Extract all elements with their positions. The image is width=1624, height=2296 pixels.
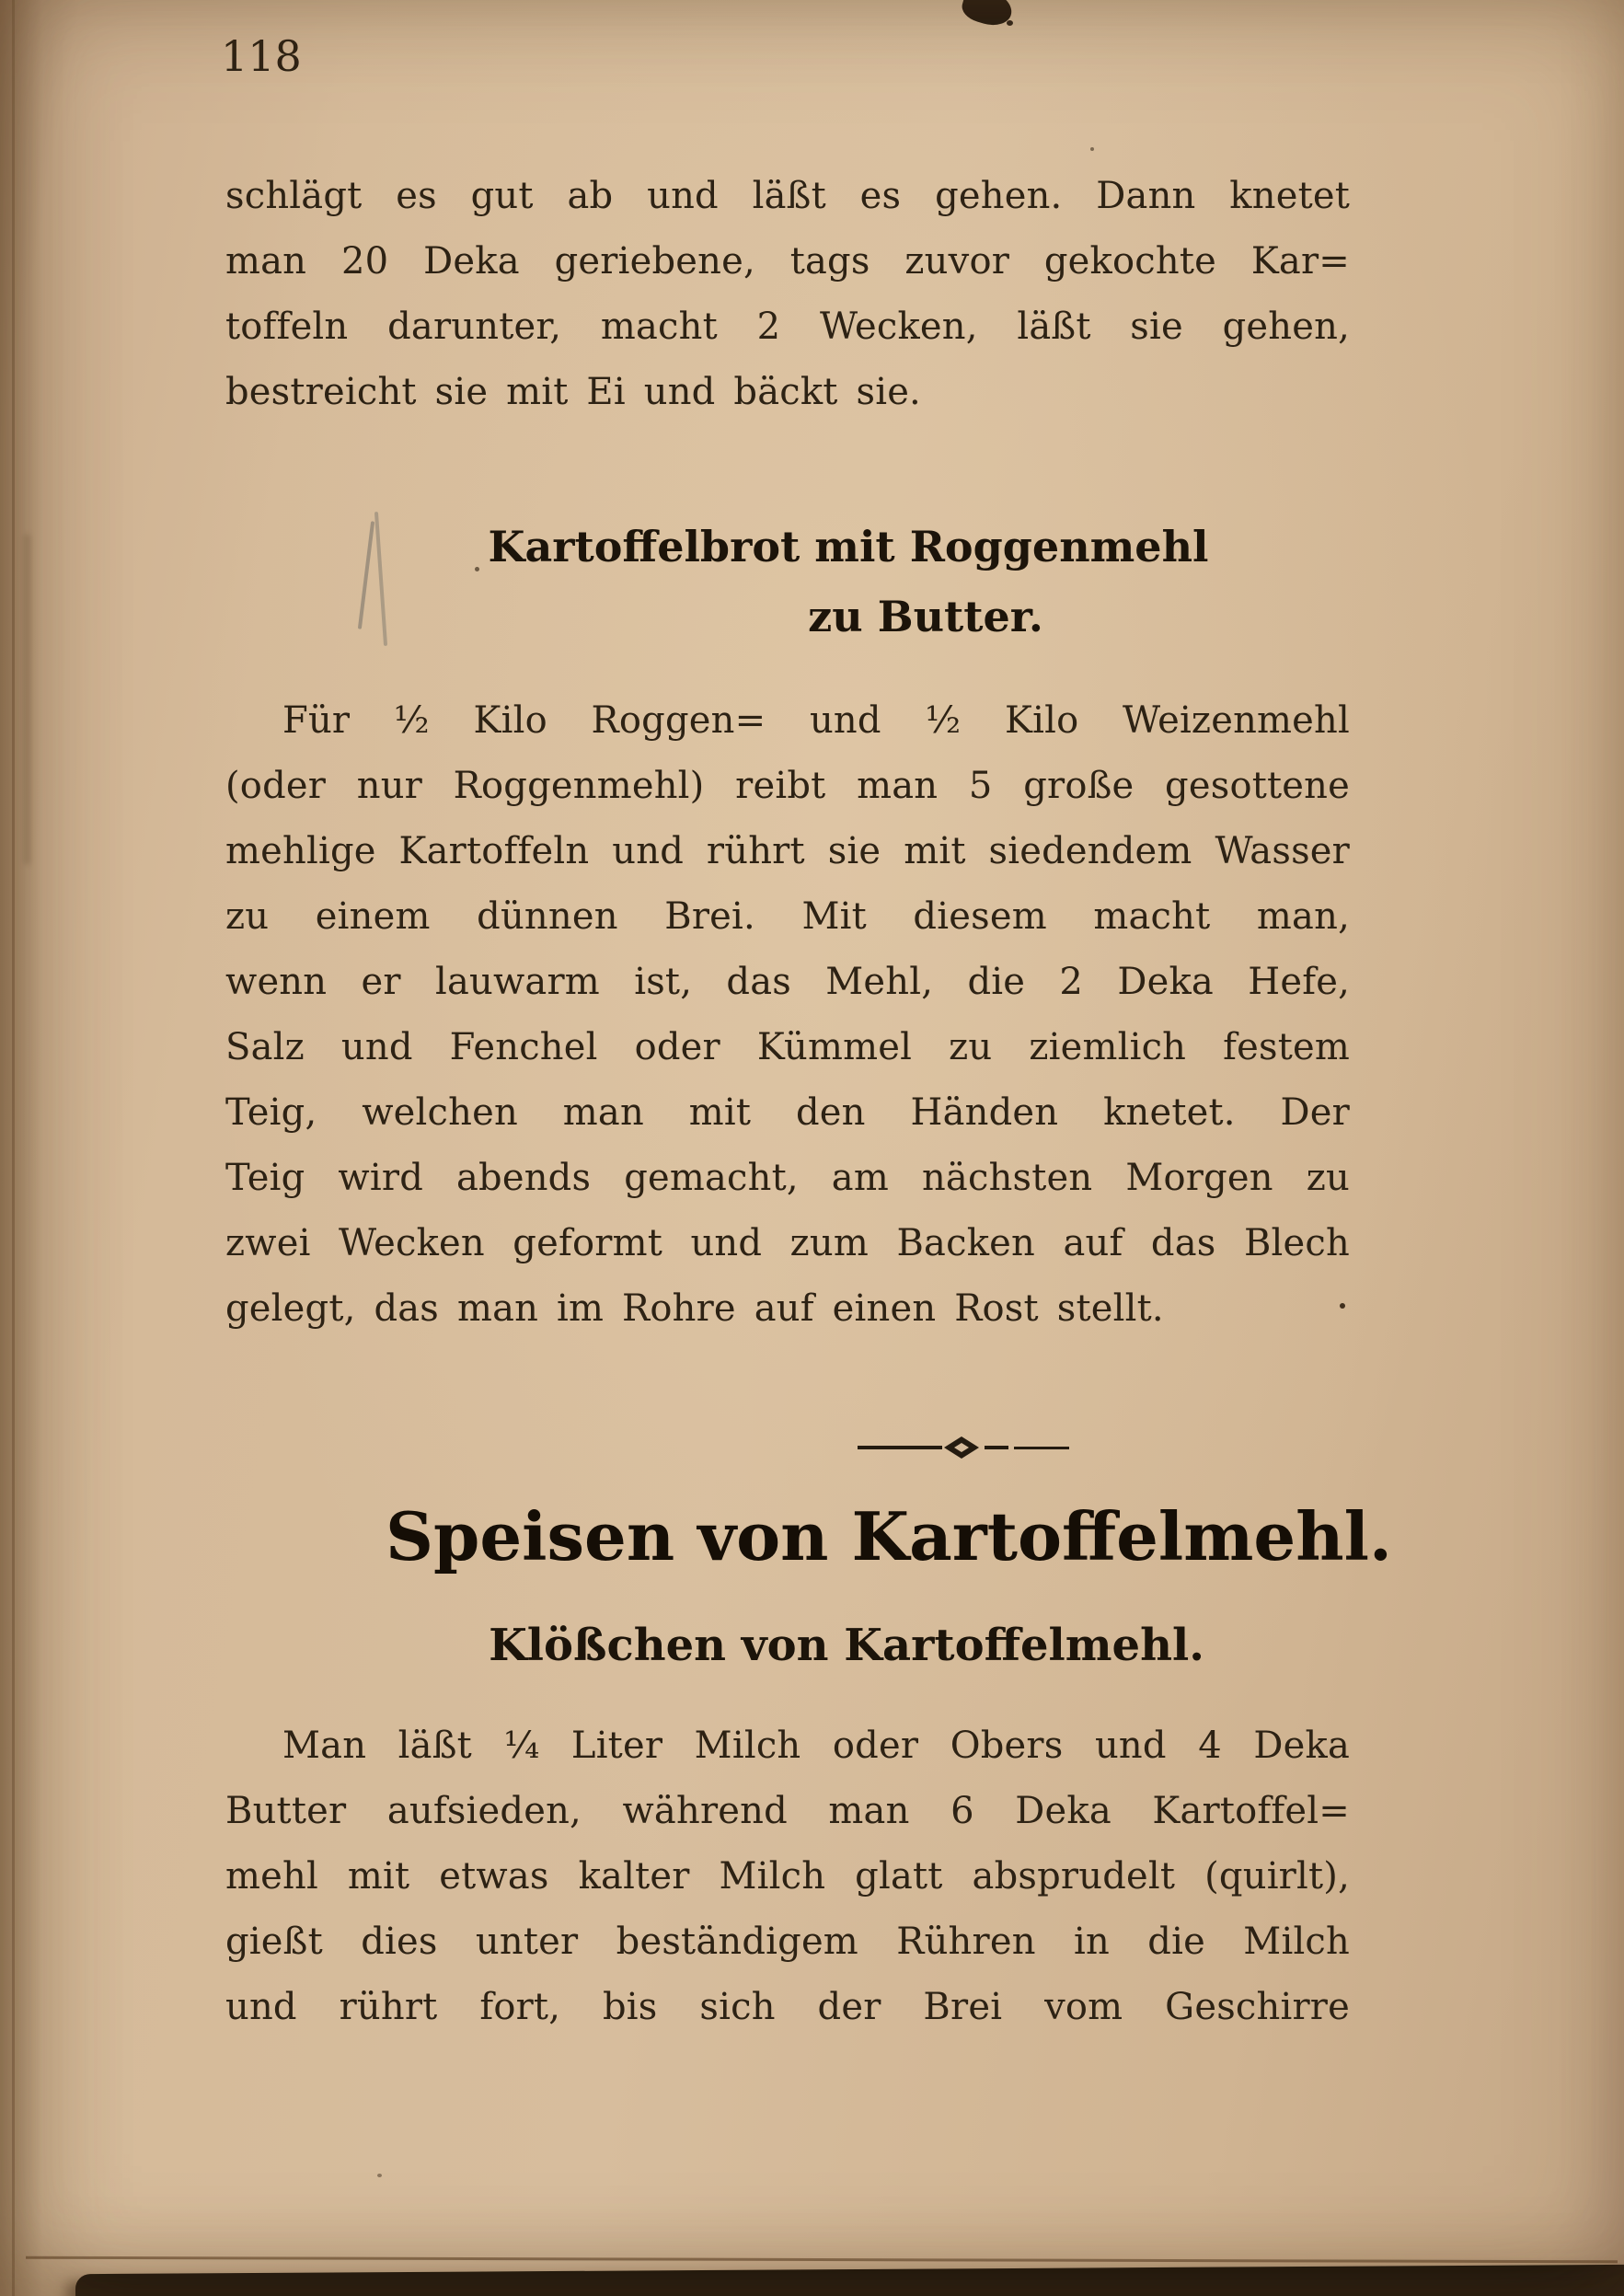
- text-line: Man läßt ¼ Liter Milch oder Obers und 4 Deka: [282, 1725, 1350, 1767]
- text-line: (oder nur Roggenmehl) reibt man 5 große gesottene: [225, 765, 1350, 807]
- ink-speck: [475, 567, 479, 571]
- text-line: gießt dies unter beständigem Rühren in die Milch: [225, 1921, 1350, 1963]
- ink-speck: [1090, 147, 1094, 151]
- scan-left-shadow: [0, 0, 42, 2296]
- recipe-title-line2: zu Butter.: [808, 592, 1043, 641]
- text-line: zu einem dünnen Brei. Mit diesem macht man,: [225, 895, 1350, 938]
- page-number: 118: [221, 31, 302, 81]
- text-line: gelegt, das man im Rohre auf einen Rost stellt.: [225, 1287, 1164, 1330]
- text-line: Salz und Fenchel oder Kümmel zu ziemlich festem: [225, 1026, 1350, 1068]
- text-line: mehl mit etwas kalter Milch glatt absprudelt (quirlt),: [225, 1855, 1350, 1898]
- text-line: Für ½ Kilo Roggen= und ½ Kilo Weizenmehl: [282, 699, 1350, 742]
- section-title: Speisen von Kartoffelmehl.: [386, 1497, 1392, 1575]
- text-line: bestreicht sie mit Ei und bäckt sie.: [225, 371, 921, 413]
- page-bottom-edge-line: [26, 2256, 1618, 2264]
- text-line: und rührt fort, bis sich der Brei vom Geschirre: [225, 1986, 1350, 2028]
- text-line: man 20 Deka geriebene, tags zuvor gekochte Kar=: [225, 240, 1350, 283]
- scan-streak: [24, 534, 30, 865]
- diamond-rule-divider-icon: [858, 1436, 1069, 1460]
- text-line: toffeln darunter, macht 2 Wecken, läßt sie gehen,: [225, 306, 1350, 348]
- text-line: Teig, welchen man mit den Händen knetet. Der: [225, 1091, 1350, 1134]
- intro-paragraph: [225, 164, 1350, 425]
- recipe2-title: Klößchen von Kartoffelmehl.: [489, 1620, 1204, 1671]
- ink-speck: [377, 2174, 382, 2177]
- text-line: mehlige Kartoffeln und rührt sie mit siedendem Wasser: [225, 830, 1350, 872]
- ink-blot: [959, 0, 1016, 30]
- text-line: zwei Wecken geformt und zum Backen auf das Blech: [225, 1222, 1350, 1264]
- recipe-paragraph: [225, 688, 1350, 1342]
- text-line: Teig wird abends gemacht, am nächsten Morgen zu: [225, 1157, 1350, 1199]
- ink-speck: [1007, 20, 1013, 26]
- text-line: wenn er lauwarm ist, das Mehl, die 2 Deka Hefe,: [225, 961, 1350, 1003]
- scan-left-edge-line: [12, 0, 15, 2296]
- ink-speck: [1340, 1303, 1345, 1309]
- scan-bottom-bar: [75, 2265, 1624, 2296]
- recipe-title-line1: Kartoffelbrot mit Roggenmehl: [488, 522, 1209, 571]
- text-line: schlägt es gut ab und läßt es gehen. Dann knetet: [225, 175, 1350, 217]
- text-line: Butter aufsieden, während man 6 Deka Kartoffel=: [225, 1790, 1350, 1832]
- recipe2-paragraph: [225, 1713, 1350, 2040]
